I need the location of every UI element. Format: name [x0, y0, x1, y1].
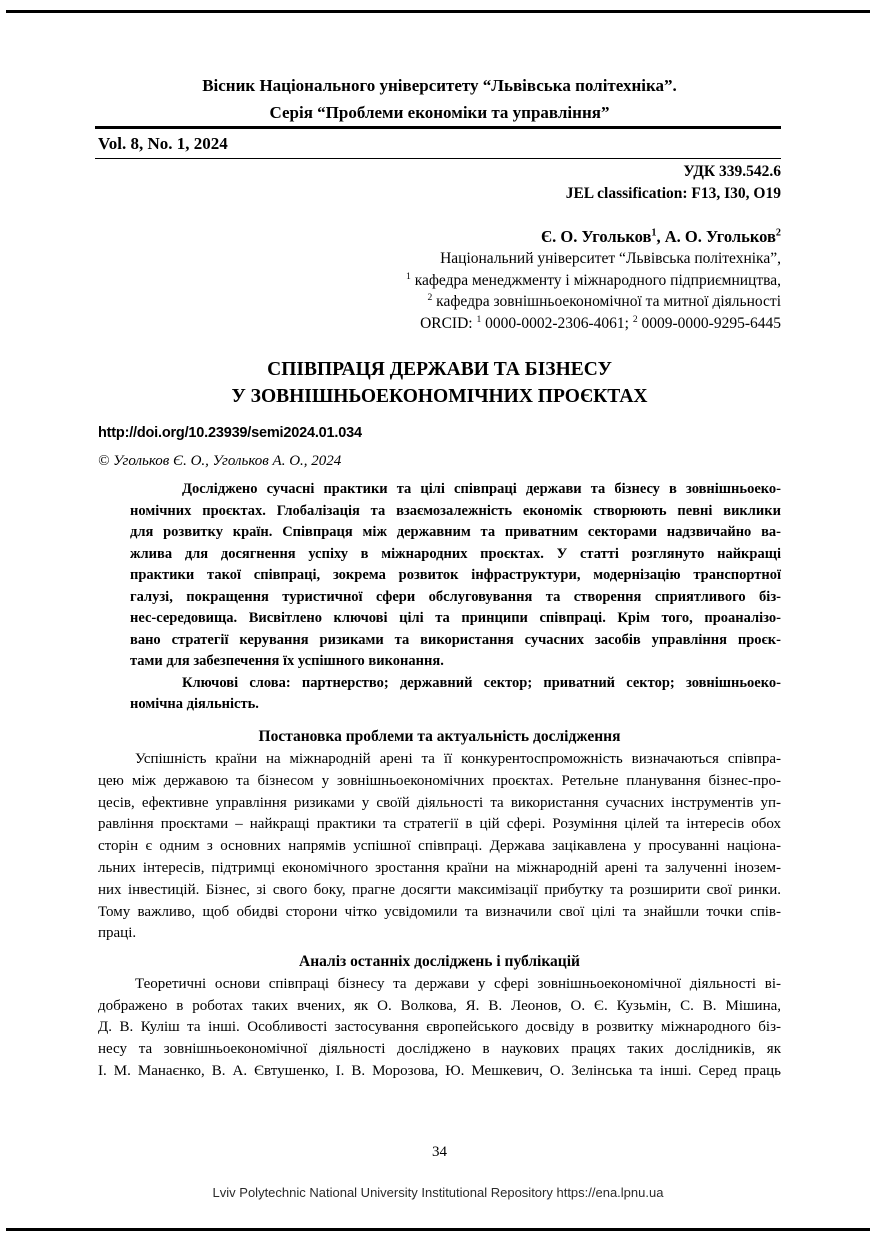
- page-number: 34: [432, 1144, 447, 1160]
- affiliation-university: Національний університет “Львівська політехніка”,: [440, 250, 781, 267]
- superscript-marker: 1: [476, 313, 482, 325]
- text-segment: 0009-0000-9295-6445: [637, 314, 781, 332]
- scan-bottom-edge-line: [6, 1228, 870, 1231]
- affiliation-dept2: [98, 291, 781, 313]
- superscript-marker: 2: [632, 313, 638, 325]
- text-line: сторін є одним з основних напрямів успішної співпраці. Держава зацікавлена у просуванні націона-: [98, 838, 781, 855]
- text-line: для розвитку країн. Співпраця між державним та приватним секторами надзвичайно ва-: [130, 524, 781, 540]
- journal-title-line2: Серія “Проблеми економіки та управління”: [269, 103, 610, 122]
- superscript-marker: 2: [427, 291, 433, 303]
- section-paragraph-problem-statement: [98, 749, 781, 945]
- classification-block: [98, 161, 781, 205]
- copyright-line: © Угольков Є. О., Угольков А. О., 2024: [98, 453, 342, 469]
- text-line: галузі, покращення туристичної сфери обслуговування та створення сприятливого біз-: [130, 588, 781, 605]
- text-line: Тому важливо, щоб обидві сторони чітко усвідомили та визначили свої цілі та знайшли точки спів-: [98, 903, 781, 920]
- superscript-marker: 1: [406, 270, 411, 282]
- text-line: Ключові слова: партнерство; державний сектор; приватний сектор; зовнішньоеко-: [182, 674, 781, 691]
- volume-issue-line: Vol. 8, No. 1, 2024: [98, 134, 228, 153]
- text-line: тами для забезпечення їх успішного виконання.: [130, 653, 444, 669]
- article-title-line2: У ЗОВНІШНЬОЕКОНОМІЧНИХ ПРОЄКТАХ: [231, 386, 648, 407]
- header-rule-thick: [95, 126, 781, 129]
- text-line: несу та зовнішньоекономічної діяльності досліджено в наукових працях таких дослідників, як: [98, 1041, 781, 1058]
- text-segment: Є. О. Угольков: [540, 227, 652, 246]
- doi-link-text: http://doi.org/10.23939/semi2024.01.034: [98, 425, 362, 441]
- keywords-paragraph: [130, 673, 781, 716]
- text-line: праці.: [98, 925, 137, 942]
- text-line: номічних проєктах. Глобалізація та взаємозалежність економік створюють певні виклики: [130, 502, 781, 519]
- affiliation-dept1: [98, 270, 781, 292]
- author-names: [98, 226, 781, 248]
- text-line: равління проєктами – найкращі практики та стратегії в цій сфері. Розуміння цілей та інтересів обох: [98, 816, 781, 833]
- text-line: І. М. Манаєнко, В. А. Євтушенко, І. В. Морозова, Ю. Мешкевич, О. Зелінська та інші. Серед праць: [98, 1062, 781, 1079]
- header-rule-thin: [95, 158, 781, 159]
- text-segment: ORCID:: [420, 314, 477, 332]
- text-line: жлива для досягнення успіху в міжнародних проєктах. У статті розглянуто найкращі: [130, 545, 781, 562]
- abstract-paragraph: [130, 479, 781, 673]
- repository-footer-text: Lviv Polytechnic National University Institutional Repository https://ena.lpnu.ua: [212, 1185, 664, 1200]
- section-paragraph-literature-review: [98, 974, 781, 1083]
- text-line: Теоретичні основи співпраці бізнесу та держави у сфері зовнішньоекономічної діяльності ві-: [135, 976, 781, 992]
- journal-title-line1: Вісник Національного університету “Львівська політехніка”.: [202, 76, 677, 95]
- text-line: цесів, ефективне управління ризиками у своїй діяльності та використання сучасних інструментів уп-: [98, 794, 781, 811]
- text-segment: , А. О. Угольков: [656, 227, 776, 246]
- udc-code: УДК 339.542.6: [683, 163, 781, 180]
- journal-header: [98, 72, 781, 126]
- scan-top-edge-line: [6, 10, 870, 13]
- abstract-block: [130, 479, 781, 716]
- authors-block: [98, 226, 781, 334]
- text-line: них інвестицій. Бізнес, зі свого боку, прагне досягти максимізації прибутку та розширити свої ринки.: [98, 881, 781, 898]
- text-line: номічна діяльність.: [130, 696, 259, 712]
- article-title: [98, 356, 781, 410]
- orcid-line: [98, 313, 781, 335]
- text-line: цею між державою та бізнесом у зовнішньоекономічних проєктах. Ретельне планування бізнес-про-: [98, 772, 781, 789]
- text-line: нес-середовища. Висвітлено ключові цілі та принципи співпраці. Крім того, проаналізо-: [130, 610, 781, 626]
- text-line: вано стратегії керування ризиками та використання сучасних засобів управління проєк-: [130, 631, 781, 648]
- text-line: льних інтересів, підтримці економічного зростання країни на міжнародній арені та залученні інозем-: [98, 859, 781, 876]
- text-line: Д. В. Куліш та інші. Особливості застосування європейського досвіду в розвитку міжнародного біз-: [98, 1019, 781, 1036]
- superscript-marker: 2: [775, 227, 781, 239]
- text-line: Досліджено сучасні практики та цілі співпраці держави та бізнесу в зовнішньоеко-: [182, 481, 781, 497]
- text-line: Успішність країни на міжнародній арені та її конкурентоспроможність визначаються співпра-: [135, 751, 781, 767]
- superscript-marker: 1: [651, 227, 657, 239]
- section-heading-literature-review: Аналіз останніх досліджень і публікацій: [299, 953, 580, 970]
- text-segment: кафедра менеджменту і міжнародного підприємництва,: [410, 271, 781, 289]
- text-segment: кафедра зовнішньоекономічної та митної діяльності: [432, 293, 781, 310]
- text-segment: 0000-0002-2306-4061;: [481, 314, 633, 332]
- section-heading-problem-statement: Постановка проблеми та актуальність дослідження: [258, 728, 621, 745]
- jel-classification: JEL classification: F13, I30, O19: [565, 185, 781, 202]
- text-line: практики такої співпраці, зокрема розвиток інфраструктури, модернізацію транспортної: [130, 567, 781, 583]
- text-line: дображено в роботах таких вчених, як О. Волкова, Я. В. Леонов, О. Є. Кузьмін, С. В. Мішина,: [98, 997, 781, 1014]
- article-title-line1: СПІВПРАЦЯ ДЕРЖАВИ ТА БІЗНЕСУ: [267, 359, 612, 380]
